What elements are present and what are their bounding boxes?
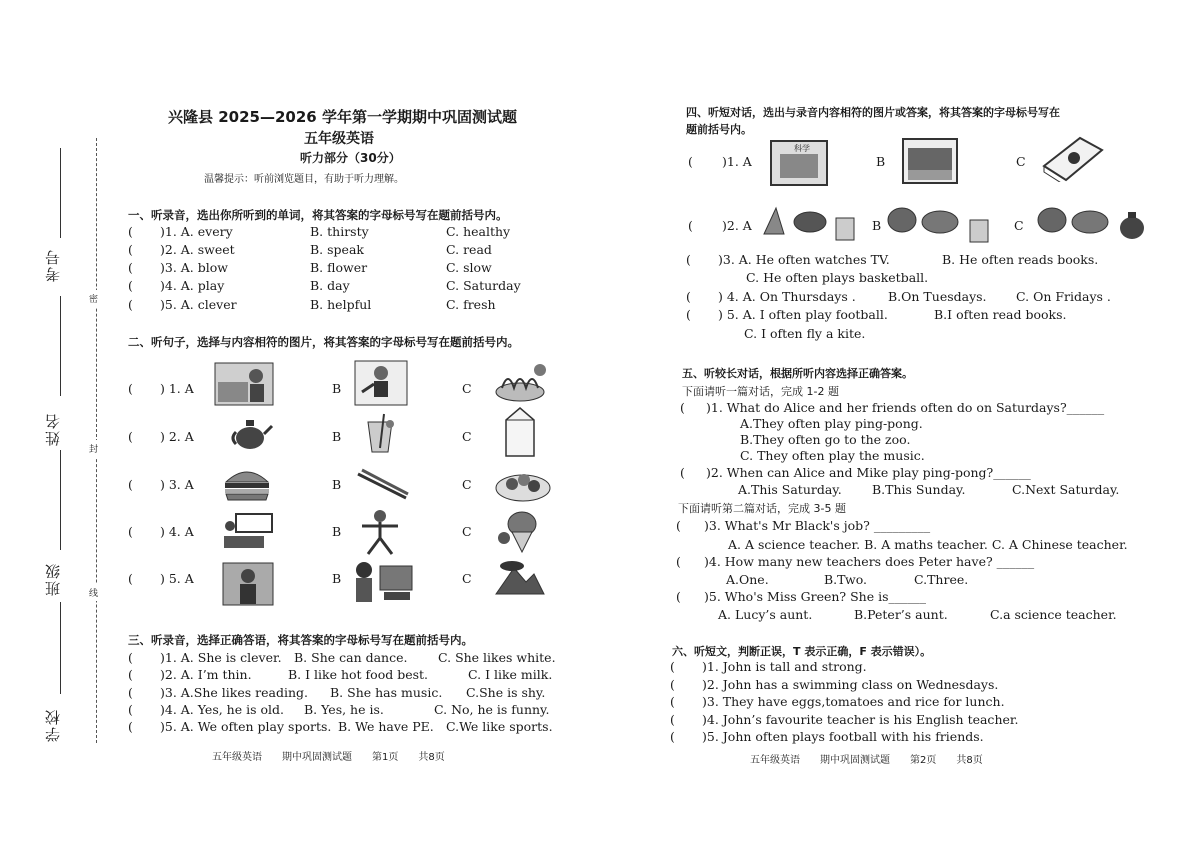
chopsticks-picture <box>354 468 410 504</box>
s2-q1-b: B <box>332 381 342 396</box>
s6-q5: )5. John often plays football with his friends. <box>702 729 984 744</box>
student-id-label: 考号 <box>44 248 62 282</box>
s5-q4-a: A.One. <box>726 572 769 587</box>
section4-title-cont: 题前括号内。 <box>686 123 752 136</box>
s3-paren[interactable]: ( <box>128 702 133 717</box>
s2-q1-c: C <box>462 381 472 396</box>
s4-q1: )1. A <box>722 154 752 169</box>
s1-q5-b: B. helpful <box>310 297 372 312</box>
stretching-boy-picture <box>358 508 402 556</box>
s6-q3: )3. They have eggs,tomatoes and rice for lunch. <box>702 694 1005 709</box>
s4-paren[interactable]: ( <box>686 252 691 267</box>
boy-picture <box>354 360 408 406</box>
s1-q1-b: B. thirsty <box>310 224 369 239</box>
s4-paren[interactable]: ( <box>686 307 691 322</box>
hint-text: 温馨提示：听前浏览题目，有助于听力理解。 <box>204 174 404 185</box>
s1-paren[interactable]: ( <box>128 260 133 275</box>
s1-q1-c: C. healthy <box>446 224 511 239</box>
s2-q3-b: B <box>332 477 342 492</box>
s2-q5: ) 5. A <box>160 571 194 586</box>
s4-q3-b: B. He often reads books. <box>942 252 1099 267</box>
s1-q2-b: B. speak <box>310 242 364 257</box>
s2-q2-c: C <box>462 429 472 444</box>
s3-q4-b: B. Yes, he is. <box>304 702 384 717</box>
school-line <box>60 602 61 694</box>
ice-cream-cone-picture <box>760 204 860 242</box>
cooking-picture <box>214 362 274 406</box>
s6-paren[interactable]: ( <box>670 694 675 709</box>
boy-teacher-picture <box>222 562 274 606</box>
seal-mi: 密 <box>89 290 98 307</box>
computer-boy-picture <box>350 558 416 604</box>
seal-xian: 线 <box>89 584 98 601</box>
s2-q5-c: C <box>462 571 472 586</box>
s5-q2-c: C.Next Saturday. <box>1012 482 1120 497</box>
section4-title: 四、听短对话，选出与录音内容相符的图片或答案，将其答案的字母标号写在 <box>686 106 1060 119</box>
mountain-picture <box>494 558 546 598</box>
s3-paren[interactable]: ( <box>128 650 133 665</box>
s4-paren[interactable]: ( <box>686 289 691 304</box>
s5-q5-a: A. Lucy’s aunt. <box>718 607 813 622</box>
s4-q4-c: C. On Fridays . <box>1016 289 1111 304</box>
s4-q2-c: C <box>1014 218 1024 233</box>
name-line <box>60 296 61 396</box>
s3-q4-c: C. No, he is funny. <box>434 702 550 717</box>
s3-q3-c: C.She is shy. <box>466 685 546 700</box>
class-label: 班级 <box>44 562 62 596</box>
teapot-picture <box>230 414 274 452</box>
s2-paren[interactable]: ( <box>128 429 133 444</box>
s4-q1-c: C <box>1016 154 1026 169</box>
milk-carton-picture <box>500 406 540 458</box>
s1-paren[interactable]: ( <box>128 224 133 239</box>
s3-paren[interactable]: ( <box>128 685 133 700</box>
s1-q1: )1. A. every <box>160 224 233 239</box>
s6-q4: )4. John’s favourite teacher is his English teacher. <box>702 712 1019 727</box>
s3-q3-b: B. She has music. <box>330 685 443 700</box>
tea-pot-picture <box>1036 202 1148 244</box>
s2-q1: ) 1. A <box>160 381 194 396</box>
s1-q4-b: B. day <box>310 278 350 293</box>
s4-paren[interactable]: ( <box>688 218 693 233</box>
s5-paren[interactable]: ( <box>676 554 681 569</box>
s1-paren[interactable]: ( <box>128 278 133 293</box>
section1-title: 一、听录音，选出你所听到的单词，将其答案的字母标号写在题前括号内。 <box>128 208 508 222</box>
s1-paren[interactable]: ( <box>128 297 133 312</box>
s2-q3: ) 3. A <box>160 477 194 492</box>
footer-page1: 五年级英语 期中巩固测试题 第1页 共8页 <box>212 752 445 763</box>
s3-q3: )3. A.She likes reading. <box>160 685 308 700</box>
s5-q1-a: A.They often play ping-pong. <box>740 416 923 431</box>
s1-q5-c: C. fresh <box>446 297 496 312</box>
s1-q4-c: C. Saturday <box>446 278 521 293</box>
s3-q2-b: B. I like hot food best. <box>288 667 429 682</box>
s4-q5-c: C. I often fly a kite. <box>744 326 866 341</box>
s5-paren[interactable]: ( <box>680 465 685 480</box>
s2-q5-b: B <box>332 571 342 586</box>
s6-q2: )2. John has a swimming class on Wednesdays. <box>702 677 999 692</box>
student-id-line <box>60 148 61 238</box>
section6-title: 六、听短文，判断正误，T 表示正确，F 表示错误）。 <box>672 645 932 658</box>
s2-q4-b: B <box>332 524 342 539</box>
s1-q3-c: C. slow <box>446 260 492 275</box>
s5-paren[interactable]: ( <box>676 518 681 533</box>
s5-q4-b: B.Two. <box>824 572 868 587</box>
s4-q4: ) 4. A. On Thursdays . <box>718 289 856 304</box>
s3-q5-b: B. We have PE. <box>338 719 434 734</box>
s6-paren[interactable]: ( <box>670 712 675 727</box>
music-book-picture <box>1040 136 1104 182</box>
s6-paren[interactable]: ( <box>670 677 675 692</box>
juice-picture <box>362 412 398 454</box>
s5-q3-options: A. A science teacher. B. A maths teacher. C. A Chinese teacher. <box>728 537 1128 552</box>
s4-q5-b: B.I often read books. <box>934 307 1067 322</box>
s5-q5: )5. Who's Miss Green? She is______ <box>704 589 927 604</box>
s2-q2-b: B <box>332 429 342 444</box>
s1-q3-b: B. flower <box>310 260 368 275</box>
s4-q3-c: C. He often plays basketball. <box>746 270 929 285</box>
blackboard-picture <box>222 510 274 550</box>
s5-q1-b: B.They often go to the zoo. <box>740 432 911 447</box>
s1-q3: )3. A. blow <box>160 260 228 275</box>
exam-subject: 五年级英语 <box>304 131 374 147</box>
listening-part: 听力部分（30分） <box>300 151 401 165</box>
s6-paren[interactable]: ( <box>670 729 675 744</box>
s5-q2: )2. When can Alice and Mike play ping-pong?______ <box>706 465 1031 480</box>
s4-q1-b: B <box>876 154 886 169</box>
s3-q5-c: C.We like sports. <box>446 719 553 734</box>
s2-paren[interactable]: ( <box>128 381 133 396</box>
s4-paren[interactable]: ( <box>688 154 693 169</box>
s3-paren[interactable]: ( <box>128 667 133 682</box>
s5-q1-c: C. They often play the music. <box>740 448 925 463</box>
section2-title: 二、听句子，选择与内容相符的图片，将其答案的字母标号写在题前括号内。 <box>128 335 519 349</box>
s5-q4-c: C.Three. <box>914 572 969 587</box>
s6-q1: )1. John is tall and strong. <box>702 659 867 674</box>
s1-q5: )5. A. clever <box>160 297 237 312</box>
svg-text:科学: 科学 <box>794 144 810 153</box>
s3-q2: )2. A. I’m thin. <box>160 667 252 682</box>
s2-paren[interactable]: ( <box>128 571 133 586</box>
s1-q2-c: C. read <box>446 242 492 257</box>
s5-paren[interactable]: ( <box>676 589 681 604</box>
section3-title: 三、听录音，选择正确答语，将其答案的字母标号写在题前括号内。 <box>128 633 473 647</box>
hamburger-picture <box>222 466 272 504</box>
s5-q5-c: C.a science teacher. <box>990 607 1117 622</box>
s4-q5: ) 5. A. I often play football. <box>718 307 888 322</box>
s2-q4-c: C <box>462 524 472 539</box>
s3-q1: )1. A. She is clever. <box>160 650 282 665</box>
s1-paren[interactable]: ( <box>128 242 133 257</box>
exam-title: 兴隆县 2025—2026 学年第一学期期中巩固测试题 <box>168 108 517 126</box>
school-label: 学校 <box>44 708 62 742</box>
s5-paren[interactable]: ( <box>680 400 685 415</box>
section5-title: 五、听较长对话，根据所听内容选择正确答案。 <box>682 367 913 380</box>
s4-q2: )2. A <box>722 218 752 233</box>
s3-q5: )5. A. We often play sports. <box>160 719 332 734</box>
s5-q3: )3. What's Mr Black's job? _________ <box>704 518 931 533</box>
dialogue1-note: 下面请听一篇对话，完成 1-2 题 <box>682 385 839 398</box>
s4-q4-b: B.On Tuesdays. <box>888 289 987 304</box>
footer-page2: 五年级英语 期中巩固测试题 第2页 共8页 <box>750 755 983 766</box>
s1-q2: )2. A. sweet <box>160 242 235 257</box>
s2-q4: ) 4. A <box>160 524 194 539</box>
s3-q1-c: C. She likes white. <box>438 650 556 665</box>
seal-feng: 封 <box>89 440 98 457</box>
s4-q2-b: B <box>872 218 882 233</box>
s2-paren[interactable]: ( <box>128 524 133 539</box>
s3-q2-c: C. I like milk. <box>468 667 553 682</box>
dialogue2-note: 下面请听第二篇对话，完成 3-5 题 <box>678 502 846 515</box>
s5-q2-a: A.This Saturday. <box>738 482 842 497</box>
name-label: 姓名 <box>44 412 62 446</box>
s1-q4: )4. A. play <box>160 278 225 293</box>
drink-picture <box>886 204 996 244</box>
s5-q2-b: B.This Sunday. <box>872 482 966 497</box>
s2-paren[interactable]: ( <box>128 477 133 492</box>
ice-cream-picture <box>496 508 546 554</box>
s4-q3: )3. A. He often watches TV. <box>718 252 890 267</box>
s2-q2: ) 2. A <box>160 429 194 444</box>
s5-q1: )1. What do Alice and her friends often do on Saturdays?______ <box>706 400 1105 415</box>
hospital-picture <box>902 138 958 184</box>
class-line <box>60 450 61 550</box>
science-book-picture <box>770 140 828 186</box>
s6-paren[interactable]: ( <box>670 659 675 674</box>
s5-q4: )4. How many new teachers does Peter have? ______ <box>704 554 1035 569</box>
s5-q5-b: B.Peter’s aunt. <box>854 607 948 622</box>
salad-picture <box>494 466 552 504</box>
s3-q4: )4. A. Yes, he is old. <box>160 702 284 717</box>
s3-q1-b: B. She can dance. <box>294 650 408 665</box>
s2-q3-c: C <box>462 477 472 492</box>
s3-paren[interactable]: ( <box>128 719 133 734</box>
noodles-picture <box>494 362 550 404</box>
